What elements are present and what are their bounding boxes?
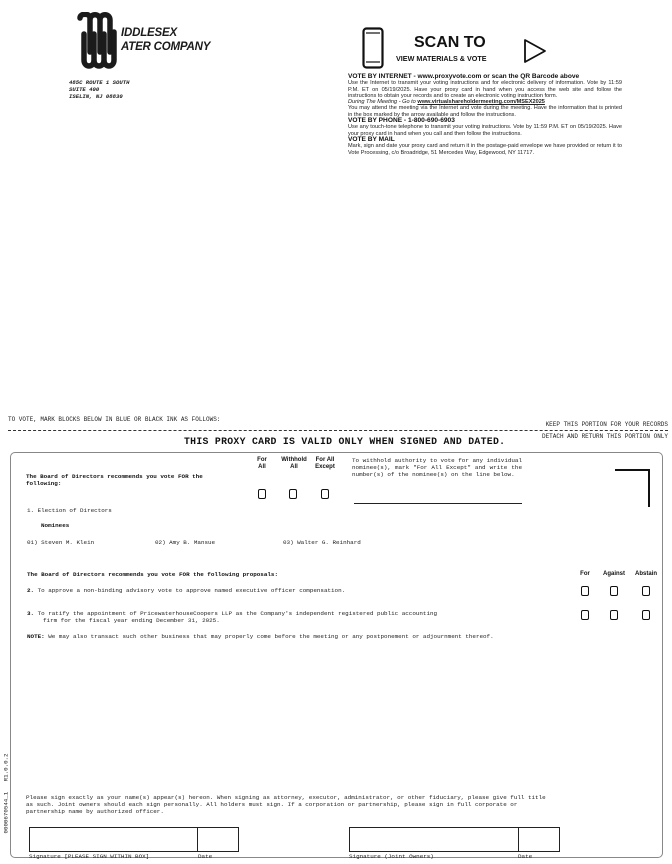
smartphone-icon (362, 27, 384, 69)
col-for-all-l1: For (257, 457, 267, 463)
joint-date-label: Date (518, 853, 533, 860)
col-for-all-except-l1: For All (315, 457, 335, 463)
proposal-2 (27, 587, 557, 594)
note-label: NOTE: (27, 633, 45, 640)
validity-statement: THIS PROXY CARD IS VALID ONLY WHEN SIGNED AND DATED. (184, 436, 506, 447)
company-logo-icon (76, 12, 122, 70)
joint-signature-label: Signature (Joint Owners) (349, 853, 434, 860)
col-for-all-l2: All (258, 464, 266, 470)
proposal-2-abstain-checkbox[interactable] (642, 586, 650, 596)
detach-portion-label: DETACH AND RETURN THIS PORTION ONLY (541, 433, 668, 440)
company-name-line2: ATER COMPANY (121, 41, 211, 53)
nominees-label: Nominees (41, 522, 70, 529)
election-item: 1. Election of Directors (27, 507, 112, 514)
proposal-2-against-checkbox[interactable] (610, 586, 618, 596)
col-withhold-all-l2: All (290, 464, 298, 470)
col-for-all-except (309, 457, 341, 471)
date-divider (197, 827, 198, 852)
vote-meeting-body: You may attend the meeting via the Internet and vote during the meeting. Have the information that is printed in the box marked by the arrow available and follow the instructions. (348, 105, 622, 118)
vote-internet-heading: VOTE BY INTERNET - www.proxyvote.com or scan the QR Barcode above (348, 73, 580, 80)
voting-instructions (348, 74, 622, 156)
virtual-meeting-link[interactable]: www.virtualshareholdermeeting.com/MSEX2025 (417, 99, 545, 106)
scan-title: SCAN TO (414, 34, 486, 51)
signature-box[interactable] (29, 827, 239, 852)
nominee-3: 03) Walter G. Reinhard (283, 539, 361, 546)
col-for-all-except-l2: Except (315, 464, 335, 470)
vote-mail-body: Mark, sign and date your proxy card and return it in the postage-paid envelope we have provided or return it to Vote Processing, c/o Broadridge, 51 Mercedes Way, Edgewood, NY 11717. (348, 143, 622, 156)
col-withhold-all (277, 457, 311, 471)
board-recommendation-proposals: The Board of Directors recommends you vote FOR the following proposals: (27, 571, 278, 578)
proposal-text: To ratify the appointment of PricewaterhouseCoopers LLP as the Company's independent registered public accounting firm for the fiscal year ending December 31, 2025. (37, 610, 438, 624)
vote-phone-heading: VOTE BY PHONE - 1-800-690-6903 (348, 117, 455, 125)
col-for-all (251, 457, 273, 471)
company-address (69, 79, 129, 100)
proposal-3-abstain-checkbox[interactable] (642, 610, 650, 620)
proposal-3 (27, 610, 447, 624)
nominee-1: 01) Steven M. Klein (27, 539, 95, 546)
signing-instructions: Please sign exactly as your name(s) appear(s) hereon. When signing as attorney, executor, administrator, or other fiduciary, please give full title as such. Joint owners should each sign personally. All holders must sign. If a corporation or partnership, please sign in full corporate or partnership name by authorized officer. (26, 794, 546, 815)
meeting-prefix: During The Meeting (348, 99, 398, 106)
proposal-3-against-checkbox[interactable] (610, 610, 618, 620)
proposal-number: 2. (27, 587, 35, 594)
proposal-number: 3. (27, 610, 35, 617)
withhold-instructions: To withhold authority to vote for any individual nominee(s), mark "For All Except" and write the number(s) of the nominee(s) on the line below. (352, 457, 522, 478)
proposal-text: To approve a non-binding advisory vote to approve named executive officer compensation. (37, 587, 346, 594)
corner-mark (615, 469, 650, 507)
meeting-mid: - Go to (397, 99, 418, 106)
keep-portion-label: KEEP THIS PORTION FOR YOUR RECORDS (545, 421, 668, 428)
col-against: Against (602, 571, 625, 577)
col-withhold-all-l1: Withhold (281, 457, 307, 463)
withhold-all-checkbox[interactable] (289, 489, 297, 499)
joint-date-divider (518, 827, 519, 852)
vote-mail-heading: VOTE BY MAIL (348, 135, 395, 143)
nominee-2: 02) Amy B. Mansue (155, 539, 216, 546)
tear-line (8, 430, 668, 431)
scan-subtitle: VIEW MATERIALS & VOTE (396, 54, 487, 63)
joint-signature-box[interactable] (349, 827, 560, 852)
document-control-code: 0000670544_1 R1.0.0.2 (2, 753, 10, 834)
board-recommendation-directors: The Board of Directors recommends you vote FOR the following: (26, 473, 203, 487)
proposal-2-for-checkbox[interactable] (581, 586, 589, 596)
note (27, 633, 497, 640)
date-label: Date (198, 853, 213, 860)
col-abstain: Abstain (634, 571, 657, 577)
address-line: SUITE 400 (69, 86, 100, 93)
ink-instructions: TO VOTE, MARK BLOCKS BELOW IN BLUE OR BLACK INK AS FOLLOWS: (8, 416, 221, 423)
address-line: 485C ROUTE 1 SOUTH (69, 79, 130, 86)
note-text: We may also transact such other business that may properly come before the meeting or any postponement or adjournment thereof. (44, 633, 494, 640)
for-all-except-checkbox[interactable] (321, 489, 329, 499)
proxy-card (10, 452, 663, 858)
vote-phone-body: Use any touch-tone telephone to transmit your voting instructions. Vote by 11:59 P.M. ET on 05/19/2025. Have your proxy card in hand when you call and then follow the instructions. (348, 124, 622, 137)
signature-label: Signature [PLEASE SIGN WITHIN BOX] (29, 853, 150, 860)
company-name-line1: IDDLESEX (121, 27, 177, 39)
col-for: For (580, 571, 590, 577)
vote-internet-body: Use the Internet to transmit your voting instructions and for electronic delivery of information. Vote by 11:59 P.M. ET on 05/19/2025. Have your proxy card in hand when you access the web site and follow the instructions to obtain your records and to create an electronic voting instruction form. (348, 80, 622, 99)
for-all-checkbox[interactable] (258, 489, 266, 499)
arrow-right-icon (522, 38, 548, 64)
address-line: ISELIN, NJ 08830 (69, 93, 123, 100)
except-write-in-line[interactable] (354, 503, 522, 504)
proposal-3-for-checkbox[interactable] (581, 610, 589, 620)
